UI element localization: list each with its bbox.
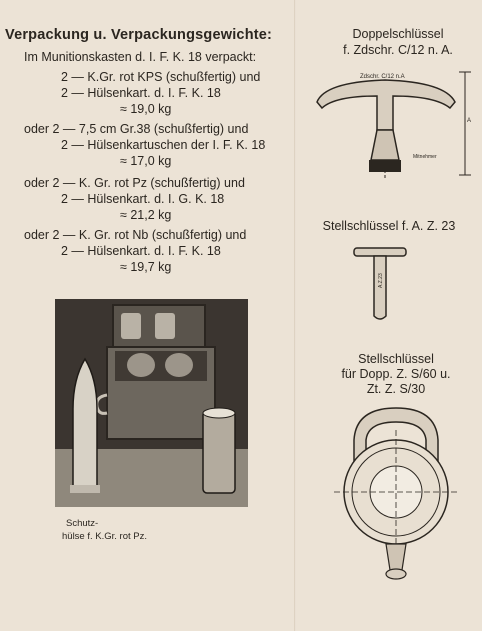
weight-value: ≈ 19,7 kg: [120, 260, 172, 274]
diagram-title: f. Zdschr. C/12 n. A.: [343, 43, 453, 57]
key-label: Mitnehmer: [413, 154, 437, 160]
weight-value: ≈ 21,2 kg: [120, 208, 172, 222]
diagram-title: für Dopp. Z. S/60 u.: [341, 367, 451, 381]
weight-value: ≈ 17,0 kg: [120, 154, 172, 168]
pack-line: oder 2 — K. Gr. rot Nb (schußfertig) und: [24, 228, 247, 242]
ammunition-box-photo: [55, 299, 248, 507]
diagram-title: Zt. Z. S/30: [366, 382, 426, 396]
dimension-label: A: [467, 118, 472, 124]
diagram-title: Doppelschlüssel: [352, 27, 444, 41]
pack-line: 2 — Hülsenkart. d. I. F. K. 18: [61, 86, 221, 100]
pack-line: oder 2 — K. Gr. rot Pz (schußfertig) und: [24, 176, 245, 190]
double-key-diagram: [305, 60, 475, 190]
section-heading: Verpackung u. Verpackungsgewichte:: [5, 27, 273, 43]
pack-line: 2 — Hülsenkartuschen der I. F. K. 18: [61, 138, 266, 152]
pack-line: oder 2 — 7,5 cm Gr.38 (schußfertig) und: [24, 122, 249, 136]
setting-key-az23-diagram: [350, 240, 410, 325]
photo-caption: hülse f. K.Gr. rot Pz.: [62, 531, 148, 542]
diagram-title: Stellschlüssel: [358, 352, 434, 366]
diagram-title: Stellschlüssel f. A. Z. 23: [322, 219, 456, 233]
pack-line: 2 — Hülsenkart. d. I. G. K. 18: [61, 192, 225, 206]
photo-illustration: [55, 299, 248, 507]
setting-key-dopp-z-diagram: [326, 400, 466, 580]
intro-line: Im Munitionskasten d. I. F. K. 18 verpackt:: [24, 50, 257, 64]
pack-line: 2 — K.Gr. rot KPS (schußfertig) und: [61, 70, 261, 84]
photo-caption: Schutz-: [66, 518, 99, 529]
weight-value: ≈ 19,0 kg: [120, 102, 172, 116]
key-label: A.Z.23: [378, 273, 384, 288]
pack-line: 2 — Hülsenkart. d. I. F. K. 18: [61, 244, 221, 258]
page-fold: [294, 0, 296, 631]
key-label: Zdschr. C/12 n.A: [360, 74, 405, 80]
